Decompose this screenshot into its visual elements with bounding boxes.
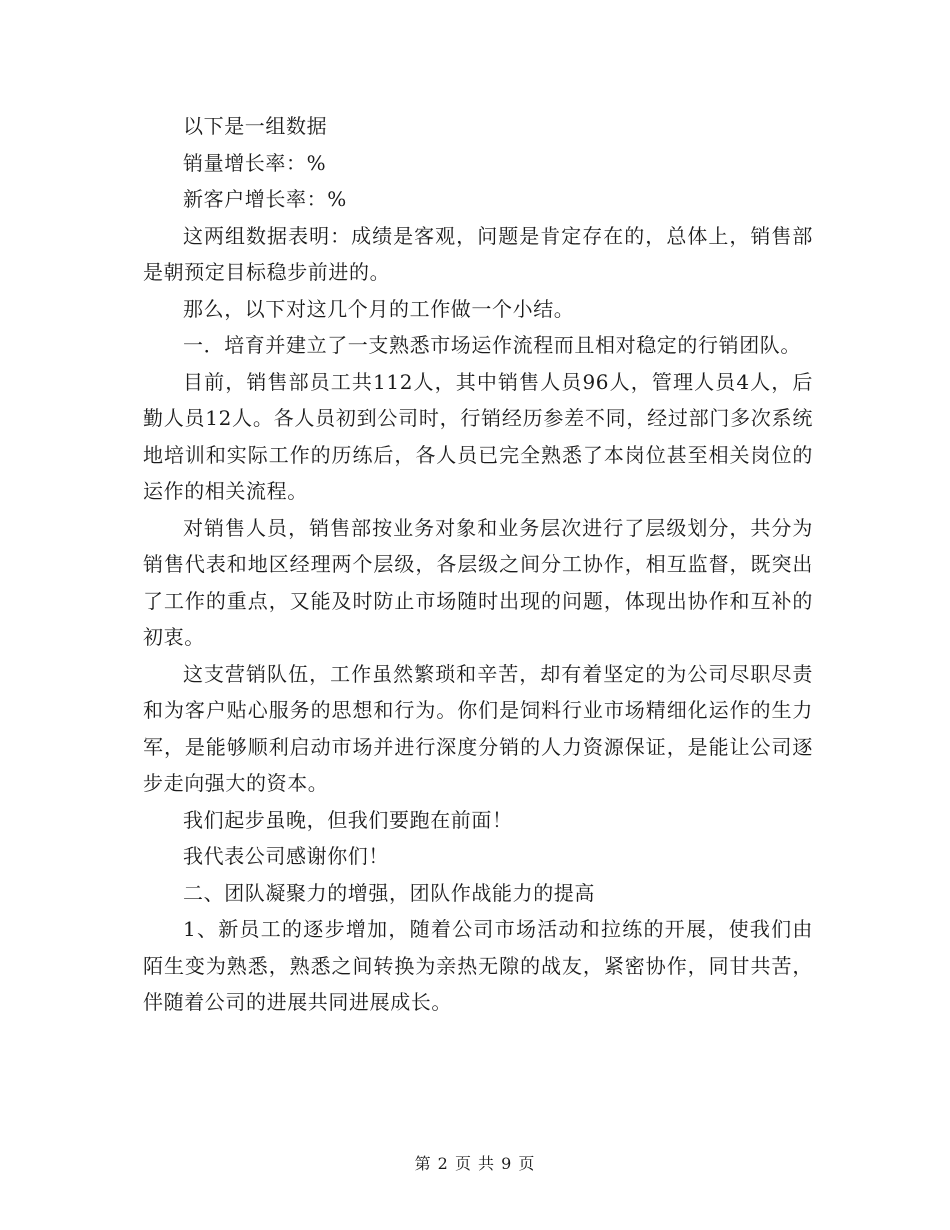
section-heading: 二、团队凝聚力的增强，团队作战能力的提高 (183, 880, 595, 905)
paragraph: 销量增长率：% (183, 150, 327, 175)
paragraph: 新客户增长率：% (183, 187, 347, 211)
paragraph: 1、新员工的逐步增加，随着公司市场活动和拉练的开展，使我们由陌生变为熟悉，熟悉之间转换为亲热无隙的战友，紧密协作，同甘共苦，伴随着公司的进展共同进展成长。 (143, 917, 813, 1014)
paragraph: 以下是一组数据 (183, 114, 328, 138)
section-heading: 一．培育并建立了一支熟悉市场运作流程而且相对稳定的行销团队。 (183, 333, 801, 357)
paragraph: 这两组数据表明：成绩是客观，问题是肯定存在的，总体上，销售部是朝预定目标稳步前进的。 (143, 223, 813, 284)
paragraph: 我们起步虽晚，但我们要跑在前面！ (183, 807, 513, 832)
paragraph: 目前，销售部员工共112人，其中销售人员96人，管理人员4人，后勤人员12人。各人员初到公司时，行销经历参差不同，经过部门多次系统地培训和实际工作的历练后，各人员已完全熟悉了本岗位甚至相关岗位的运作的相关流程。 (143, 369, 813, 503)
paragraph: 我代表公司感谢你们！ (183, 844, 389, 868)
document-body (143, 108, 813, 1021)
paragraph: 对销售人员，销售部按业务对象和业务层次进行了层级划分，共分为销售代表和地区经理两个层级，各层级之间分工协作，相互监督，既突出了工作的重点，又能及时防止市场随时出现的问题，体现出协作和互补的初衷。 (143, 515, 813, 649)
paragraph: 那么，以下对这几个月的工作做一个小结。 (183, 296, 575, 321)
paragraph: 这支营销队伍，工作虽然繁琐和辛苦，却有着坚定的为公司尽职尽责和为客户贴心服务的思想和行为。你们是饲料行业市场精细化运作的生力军，是能够顺利启动市场并进行深度分销的人力资源保证，是能让公司逐步走向强大的资本。 (143, 661, 813, 795)
page-number-footer: 第 2 页 共 9 页 (414, 1154, 536, 1173)
